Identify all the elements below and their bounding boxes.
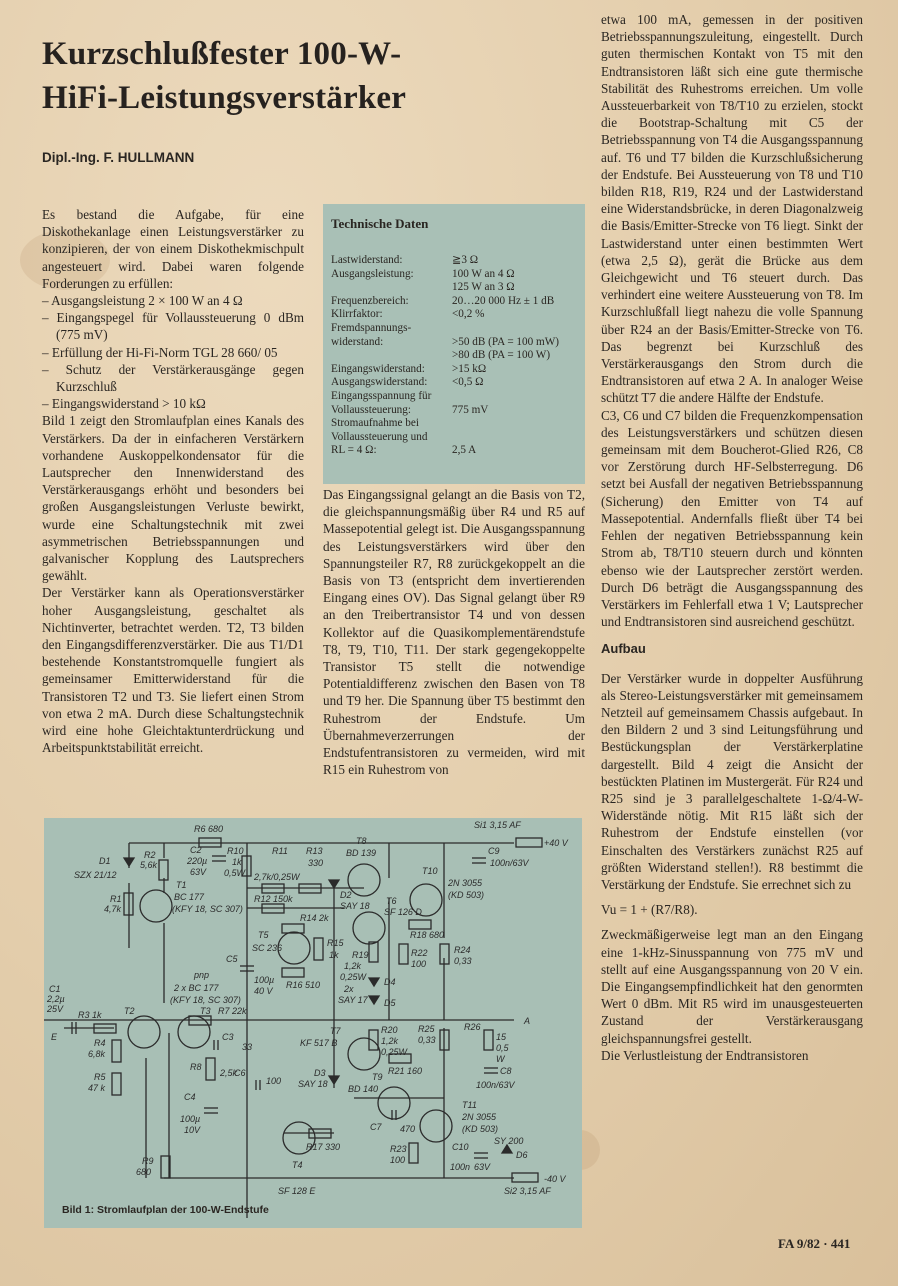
spec-label: Vollaussteuerung:: [331, 403, 411, 416]
technical-data-row: [331, 322, 581, 336]
label: SF 126 D: [384, 907, 422, 917]
technical-data-row: [331, 417, 581, 431]
label: D1: [99, 856, 111, 866]
label: 33: [242, 1042, 253, 1052]
label: 2,7k/0,25W: [254, 872, 300, 882]
label: R2: [144, 850, 156, 860]
label: 0,33: [454, 956, 472, 966]
label: 2,5k: [220, 1068, 238, 1078]
label: Si1 3,15 AF: [474, 820, 521, 830]
fuse-si2: [512, 1173, 538, 1182]
label: R19: [352, 950, 369, 960]
label: 0,5: [496, 1043, 509, 1053]
label: R16 510: [286, 980, 321, 990]
spec-value: 125 W an 3 Ω: [452, 281, 515, 294]
label: R11: [272, 846, 288, 856]
spec-label: widerstand:: [331, 335, 384, 348]
label: R20: [381, 1025, 398, 1035]
label: 2N 3055: [448, 878, 483, 888]
label: BD 139: [346, 848, 377, 858]
technical-data-row: [331, 268, 581, 282]
label: E: [51, 1032, 58, 1042]
paragraph: Die Verlustleistung der Endtransistoren: [601, 1047, 809, 1063]
spec-label: Ausgangsleistung:: [331, 267, 414, 280]
label: D5: [384, 998, 396, 1008]
title-line-1: Kurzschlußfester 100-W-: [42, 36, 402, 72]
article-title: [42, 32, 406, 120]
paragraph: Zweckmäßigerweise legt man an den Eingang eine 1-kHz-Sinusspannung von 775 mV und stellt auf eine Ausgangsspannung von 20 V ein. Die Eingangsempfindlichkeit hat den genormten Wert 0 dBm. Mit R5 wird im unausgesteuerten Zustand der Verstärkerausgang gleichspannungsfrei gestellt.: [601, 927, 863, 1046]
label: SY 200: [494, 1136, 524, 1146]
label: R3 1k: [78, 1010, 102, 1020]
label: 10V: [184, 1125, 201, 1135]
label: 100n/63V: [490, 858, 529, 868]
spec-value: >15 kΩ: [452, 362, 487, 375]
label: R9: [142, 1156, 154, 1166]
gain-formula: Vu = 1 + (R7/R8).: [601, 902, 698, 918]
spec-value: >50 dB (PA = 100 mW): [452, 335, 559, 348]
label: 15: [496, 1032, 507, 1042]
label: T7: [330, 1026, 341, 1036]
requirement-item: – Eingangspegel für Vollaussteuerung 0 dBm (775 mV): [42, 310, 304, 343]
paragraph: Das Eingangssignal gelangt an die Basis von T2, die gleichspannungsmäßig über R4 und R5 auf Massepotential gelegt ist. Die Ausgangsspannung des Leistungsverstärkers wird über den Spannungsteiler R7, R8 zurückgekoppelt an die Basis von T3 (entspricht dem invertierenden Eingang eines OV). Das Signal gelangt über R9 an den Treibertransistor T4 und von dessen Kollektor auf die Quasikomplementärendstufe T8, T9, T10, T11. Der stark gegengekoppelte Transistor T5 stellt die notwendige Potentialdifferenz zwischen den Basen von T8 und T9 her. Die Spannung über T5 bestimmt den Ruhestrom der Endstufe. Um Übernahmeverzerrungen der Endstufentransistoren zu vermeiden, wird mit R15 ein Ruhestrom von: [323, 487, 585, 778]
transistor-t11: [420, 1110, 452, 1142]
label: 47 k: [88, 1083, 106, 1093]
technical-data-row: [331, 281, 581, 295]
spec-label: RL = 4 Ω:: [331, 444, 377, 457]
figure-caption: Bild 1: Stromlaufplan der 100-W-Endstufe: [62, 1204, 269, 1216]
technical-data-table: [331, 254, 581, 458]
resistor-r2: [159, 860, 168, 880]
resistor-r19: [369, 942, 378, 962]
technical-data-row: [331, 295, 581, 309]
requirement-item: – Schutz der Verstärkerausgänge gegen Kurzschluß: [42, 361, 304, 395]
spec-label: Eingangsspannung für: [331, 389, 432, 402]
label: R8: [190, 1062, 202, 1072]
label: 100µ: [254, 975, 275, 985]
label: C6: [234, 1068, 246, 1078]
spec-label: [331, 281, 452, 295]
requirement-item: – Ausgangsleistung 2 × 100 W an 4 Ω: [42, 293, 243, 309]
paragraph: Bild 1 zeigt den Stromlaufplan eines Kanals des Verstärkers. Da der in einfacheren Verstärkern vorhandene Auskoppelkondensator für die Lautsprecher den Innenwiderstand des Verstärkerausgangs erhöht und besonders bei großen Ausgangsleistungen Verluste bewirkt, wurde eine Schaltungstechnik mit zwei asymmetrischen Betriebsspannungen und galvanischer Kopplung des Lautsprechers gewählt.: [42, 413, 304, 584]
author-byline: Dipl.-Ing. F. HULLMANN: [42, 150, 195, 165]
label: 100n/63V: [476, 1080, 515, 1090]
spec-value: <0,2 %: [452, 308, 485, 321]
label: T6: [386, 896, 397, 906]
transistor-t2: [128, 1016, 160, 1048]
label: 100: [411, 959, 427, 969]
label: 330: [308, 858, 324, 868]
transistor-t7: [348, 1038, 380, 1070]
technical-data-row: [331, 390, 581, 404]
label: R21 160: [388, 1066, 423, 1076]
technical-data-row: [331, 349, 581, 363]
label: 1,2k: [381, 1036, 399, 1046]
label: 100: [390, 1155, 406, 1165]
label: pnp: [194, 970, 210, 980]
circuit-schematic-figure: [44, 818, 582, 1228]
spec-label: Lastwiderstand:: [331, 254, 403, 266]
label: 6,8k: [88, 1049, 106, 1059]
title-line-2: HiFi-Leistungsverstärker: [42, 80, 407, 116]
resistor-r4: [112, 1040, 121, 1062]
potentiometer-r15: [314, 938, 323, 960]
label: C10: [452, 1142, 469, 1152]
label: 63V: [474, 1162, 491, 1172]
label: R25: [418, 1024, 435, 1034]
resistor-r18: [409, 920, 431, 929]
label: R17 330: [306, 1142, 341, 1152]
spec-value: 775 mV: [452, 403, 489, 416]
label: R18 680: [410, 930, 445, 940]
spec-label: Stromaufnahme bei: [331, 417, 419, 430]
column-1: [42, 206, 304, 757]
resistor-r22: [399, 944, 408, 964]
label: R1: [110, 894, 122, 904]
label: T1: [176, 880, 187, 890]
label: 100µ: [180, 1114, 201, 1124]
label: T2: [124, 1006, 135, 1016]
spec-value: [452, 431, 581, 445]
label: R26: [464, 1022, 481, 1032]
spec-value: 20…20 000 Hz ± 1 dB: [452, 294, 555, 307]
label: C2: [190, 845, 202, 855]
column-2: [323, 486, 585, 778]
label: D6: [516, 1150, 528, 1160]
potentiometer-r8: [206, 1058, 215, 1080]
transistor-t6: [353, 912, 385, 944]
spec-label: Frequenzbereich:: [331, 294, 409, 307]
label: 25V: [47, 1004, 64, 1014]
requirement-item: – Erfüllung der Hi-Fi-Norm TGL 28 660/ 05: [42, 344, 278, 360]
label: 680: [136, 1167, 152, 1177]
label: +40 V: [544, 838, 568, 848]
label: 0,33: [418, 1035, 436, 1045]
paragraph: Der Verstärker wurde in doppelter Ausführung als Stereo-Leistungsverstärker mit gemeinsamem Netzteil auf gemeinsamem Chassis aufgebaut. In den Bildern 2 und 3 sind Leitungsführung und Bestückungsplan der Verstärkerplatine dargestellt. Bild 4 zeigt die Ansicht der bestückten Platinen im Mustergerät. Für R24 und R25 sind je 3 parallelgeschaltete 1-Ω/4-W-Widerstände nötig. Mit R15 läßt sich der Ruhestrom der Endstufe einstellen (vor Einschalten des Verstärkers zunächst R25 auf größten Widerstand stellen!). R8 bestimmt die Verstärkung der Endstufe. Sie errechnet sich zu: [601, 670, 863, 892]
label: T9: [372, 1072, 383, 1082]
technical-data-row: [331, 444, 581, 458]
technical-data-row: [331, 404, 581, 418]
technical-data-row: [331, 363, 581, 377]
spec-value: >80 dB (PA = 100 W): [452, 349, 551, 362]
label: C3: [222, 1032, 234, 1042]
technical-data-box: [323, 204, 585, 484]
technical-data-title: Technische Daten: [331, 216, 429, 231]
label: BC 177: [174, 892, 205, 902]
label: T4: [292, 1160, 303, 1170]
spec-label: [331, 349, 452, 363]
label: 100: [266, 1076, 282, 1086]
label: (KD 503): [448, 890, 485, 900]
label: (KD 503): [462, 1124, 499, 1134]
spec-value: [452, 417, 581, 431]
spec-label: Fremdspannungs-: [331, 321, 412, 334]
label: BD 140: [348, 1084, 379, 1094]
label: R4: [94, 1038, 106, 1048]
technical-data-row: [331, 254, 581, 268]
label: SAY 18: [298, 1079, 328, 1089]
schematic-diagram: [44, 818, 582, 1228]
technical-data-row: [331, 431, 581, 445]
label: 1,2k: [344, 961, 362, 971]
technical-data-row: [331, 376, 581, 390]
technical-data-row: [331, 336, 581, 350]
transistor-t5: [278, 932, 310, 964]
intro-paragraph: Es bestand die Aufgabe, für eine Diskothekanlage einen Leistungsverstärker zu konzipieren, der von einem Diskothekmischpult angesteuert wird. Dabei waren folgende Forderungen zu erfüllen:: [42, 207, 304, 291]
label: 0,25W: [340, 972, 367, 982]
spec-value: 100 W an 4 Ω: [452, 267, 515, 280]
transistor-t8: [348, 864, 380, 896]
label: C4: [184, 1092, 196, 1102]
label: (KFY 18, SC 307): [170, 995, 241, 1005]
label: C5: [226, 954, 238, 964]
label: D2: [340, 890, 352, 900]
spec-value: [452, 390, 581, 404]
label: D4: [384, 977, 396, 987]
label: 2,2µ: [47, 994, 65, 1004]
label: C7: [370, 1122, 382, 1132]
spec-value: [452, 322, 581, 336]
label: 2 x BC 177: [174, 983, 219, 993]
label: (KFY 18, SC 307): [172, 904, 243, 914]
label: R14 2k: [300, 913, 329, 923]
fuse-si1: [516, 838, 542, 847]
label: R7 22k: [218, 1006, 247, 1016]
transistor-t1: [140, 890, 172, 922]
label: C1: [49, 984, 61, 994]
label: R6 680: [194, 824, 224, 834]
spec-value: <0,5 Ω: [452, 376, 484, 389]
label: SAY 18: [340, 901, 370, 911]
label: SAY 17: [338, 995, 368, 1005]
label: Si2 3,15 AF: [504, 1186, 551, 1196]
resistor-r16: [282, 968, 304, 977]
transistor-t9: [378, 1087, 410, 1119]
transistor-t3: [178, 1016, 210, 1048]
label: 4,7k: [104, 904, 122, 914]
label: T11: [462, 1100, 477, 1110]
requirement-item: – Eingangswiderstand > 10 kΩ: [42, 396, 206, 412]
column-3: [601, 11, 863, 1064]
label: KF 517 B: [300, 1038, 338, 1048]
spec-label: Vollaussteuerung und: [331, 430, 428, 443]
label: SC 236: [252, 943, 283, 953]
label: W: [496, 1054, 505, 1064]
resistor-r5: [112, 1073, 121, 1095]
paragraph: etwa 100 mA, gemessen in der positiven Betriebsspannungszuleitung, eingestellt. Durch guten thermischen Kontakt von T5 mit den Endtransistoren läßt sich eine gute thermische Stabilität des Ruhestroms erreichen. Um volle Aussteuerbarkeit von T8/T10 zu erzielen, stockt die Bootstrap-Schaltung mit C5 der Betriebsspannung von T4 die Ausgangsspannung auf. T6 und T7 bilden die Kurzschlußsicherung der Endstufe. Bei Aussteuerung von T8 und T10 bilden R18, R19, R24 und der Lastwiderstand eine Widerstandsbrücke, in deren Diagonalzweig die Basis/Emitter-Strecke von T6 liegt. Sinkt der Lastwiderstand unter einen bestimmten Wert (etwa 2,5 Ω), gerät die Brücke aus dem Gleichgewicht und T6 steuert durch. Das verhindert eine weitere Aussteuerung von T8. Im Kurzschlußfall liegt nahezu die volle Spannung über R24 an der Basis/Emitter-Strecke von T6. Das begrenzt bei Kurzschluß des Verstärkerausgangs den Strom durch die Endtransistoren auf etwa 2 A. In analoger Weise schützt T7 die andere Hälfte der Endstufe.: [601, 12, 863, 406]
label: 0,5W: [224, 868, 246, 878]
paragraph: Der Verstärker kann als Operationsverstärker hoher Ausgangsleistung, geschaltet als Nichtinverter, betrachtet werden. T2, T3 bilden den Eingangsdifferenzverstärker. Die aus T1/D1 bestehende Konstantstromquelle fungiert als gemeinsamer Emitterwiderstand für die Transistoren T2 und T3. Sie liefert einen Strom von etwa 2 mA. Durch diese Schaltungstechnik wird eine hohe Gleichtaktunterdrückung und Arbeitspunktstabilität erreicht.: [42, 585, 304, 756]
label: R23: [390, 1144, 407, 1154]
label: R13: [306, 846, 323, 856]
spec-value: ≧3 Ω: [452, 254, 479, 266]
spec-value: 2,5 A: [452, 444, 477, 457]
resistor-r26: [484, 1030, 493, 1050]
label: R10: [227, 846, 244, 856]
technical-data-row: [331, 308, 581, 322]
spec-label: Ausgangswiderstand:: [331, 376, 428, 389]
label: 0,25W: [381, 1047, 408, 1057]
resistor-r23: [409, 1143, 418, 1163]
label: 1k: [329, 950, 339, 960]
label: C9: [488, 846, 500, 856]
label: A: [524, 1016, 531, 1026]
label: 220µ: [187, 856, 208, 866]
label: R24: [454, 945, 471, 955]
paragraph: C3, C6 und C7 bilden die Frequenzkompensation des Leistungsverstärkers und schützen diesen gemeinsam mit dem Boucherot-Glied R26, C8 vor Zerstörung durch HF-Selbsterregung. D6 setzt bei Ausfall der negativen Betriebsspannung (Sicherung) den Emitter von T4 auf Massepotential. Andernfalls fließt über T4 bei Fehlen der negativen Betriebsspannung kein Strom ab, T8/T10 steuern durch und könnten ebenso wie der Lautsprecher zerstört werden. Durch D6 beträgt die Ausgangsspannung des Verstärkers im Fehlerfall etwa 1 V; Lautsprecher und Endtransistoren sind ausreichend geschützt.: [601, 407, 863, 630]
section-heading-aufbau: Aufbau: [601, 641, 646, 657]
label: R5: [94, 1072, 106, 1082]
label: T3: [200, 1006, 211, 1016]
label: 40 V: [254, 986, 273, 996]
label: 470: [400, 1124, 416, 1134]
label: R22: [411, 948, 428, 958]
spec-label: Klirrfaktor:: [331, 308, 383, 321]
label: T5: [258, 930, 269, 940]
label: 100n: [450, 1162, 471, 1172]
label: R12 150k: [254, 894, 293, 904]
label: 2N 3055: [462, 1112, 497, 1122]
label: 63V: [190, 867, 207, 877]
label: SZX 21/12: [74, 870, 117, 880]
component-labels: [46, 820, 569, 1196]
label: SF 128 E: [278, 1186, 316, 1196]
label: T10: [422, 866, 438, 876]
label: 2x: [344, 984, 354, 994]
page-footer: FA 9/82 · 441: [778, 1236, 851, 1251]
label: 1k: [232, 857, 242, 867]
label: -40 V: [544, 1174, 566, 1184]
spec-label: Eingangswiderstand:: [331, 362, 425, 375]
label: D3: [314, 1068, 326, 1078]
label: 5,6k: [140, 860, 158, 870]
label: C8: [500, 1066, 512, 1076]
label: R15: [327, 938, 344, 948]
label: T8: [356, 836, 367, 846]
